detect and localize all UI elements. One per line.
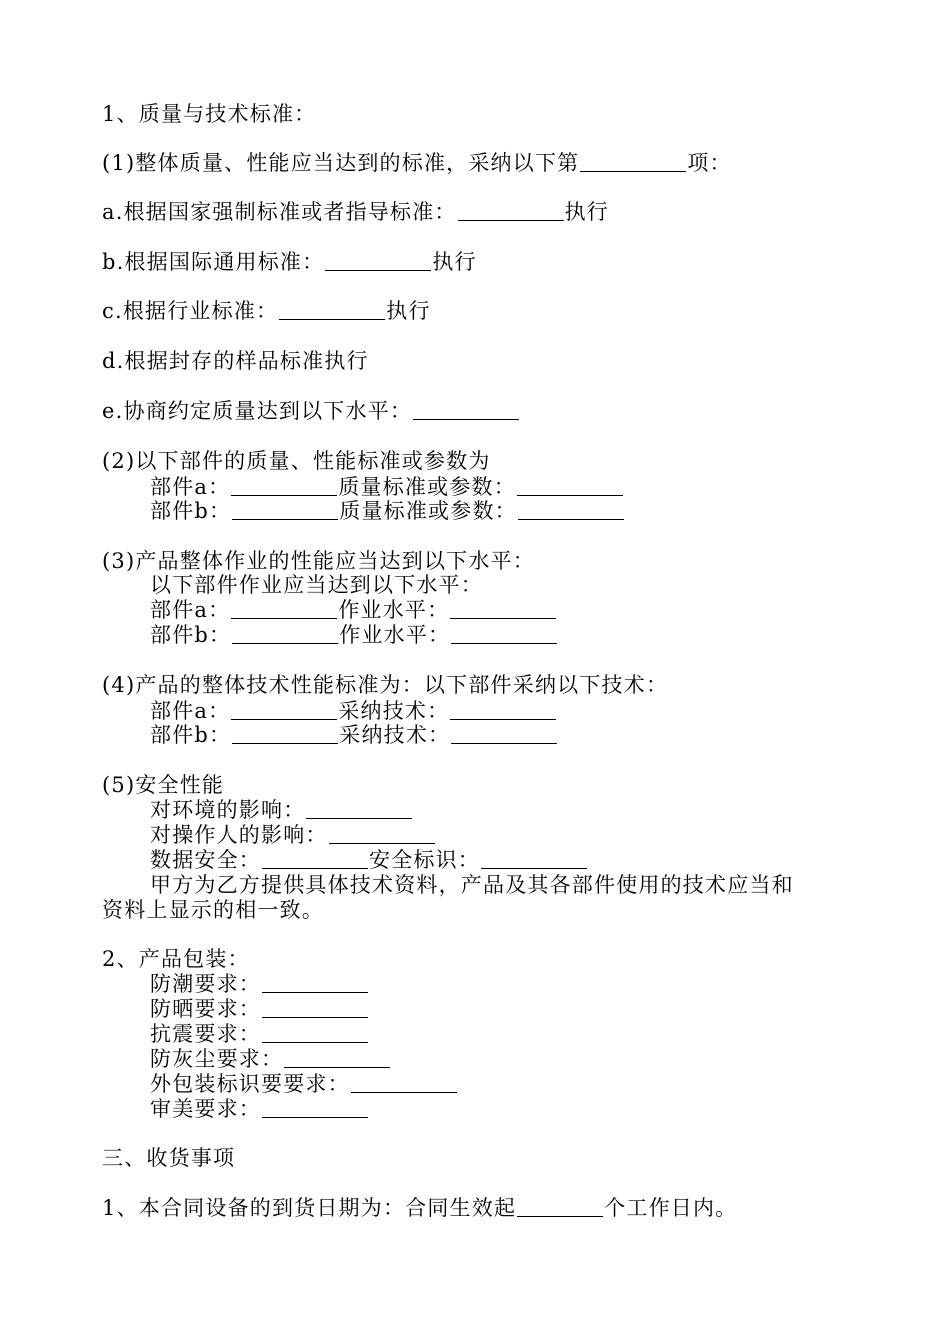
clause-2-heading: (2)以下部件的质量、性能标准或参数为 [102, 449, 491, 473]
packaging-item: 防潮要求： [150, 971, 369, 997]
clause-3-row: 部件a： 作业水平： [150, 597, 557, 623]
blank-field[interactable] [458, 202, 564, 221]
blank-field[interactable] [580, 153, 686, 172]
blank-field[interactable] [262, 1024, 368, 1043]
blank-field[interactable] [517, 1198, 603, 1217]
option-b: b.根据国际通用标准： 执行 [102, 250, 477, 274]
blank-field[interactable] [231, 477, 337, 496]
blank-field[interactable] [231, 600, 337, 619]
blank-field[interactable] [351, 1074, 457, 1093]
clause-4-row: 部件a： 采纳技术： [150, 698, 557, 724]
clause-4-heading: (4)产品的整体技术性能标准为：以下部件采纳以下技术： [102, 673, 669, 697]
blank-field[interactable] [517, 477, 623, 496]
blank-field[interactable] [481, 850, 587, 869]
option-e: e.协商约定质量达到以下水平： [102, 398, 520, 424]
packaging-item: 防晒要求： [150, 996, 369, 1022]
blank-field[interactable] [262, 850, 368, 869]
blank-field[interactable] [232, 625, 338, 644]
blank-field[interactable] [232, 725, 338, 744]
blank-field[interactable] [279, 301, 385, 320]
data-security: 数据安全： 安全标识： [150, 847, 588, 873]
blank-field[interactable] [232, 501, 338, 520]
packaging-item: 抗震要求： [150, 1021, 369, 1047]
blank-field[interactable] [306, 800, 412, 819]
blank-field[interactable] [231, 701, 337, 720]
blank-field[interactable] [451, 625, 557, 644]
blank-field[interactable] [329, 825, 435, 844]
section-2-title: 2、产品包装： [102, 947, 250, 971]
packaging-item: 防灰尘要求： [150, 1046, 391, 1072]
packaging-item: 外包装标识要要求： [150, 1071, 458, 1097]
clause-1: (1)整体质量、性能应当达到的标准，采纳以下第 项： [102, 151, 732, 175]
blank-field[interactable] [262, 974, 368, 993]
blank-field[interactable] [262, 1099, 368, 1118]
clause-3-sub: 以下部件作业应当达到以下水平： [150, 573, 483, 597]
clause-2-row: 部件a： 质量标准或参数： [150, 474, 624, 500]
clause-4-row: 部件b： 采纳技术： [150, 722, 558, 748]
blank-field[interactable] [413, 401, 519, 420]
tech-doc-paragraph-cont: 资料上显示的相一致。 [102, 898, 324, 922]
blank-field[interactable] [262, 999, 368, 1018]
blank-field[interactable] [325, 252, 431, 271]
clause-5-heading: (5)安全性能 [102, 773, 225, 797]
clause-2-row: 部件b： 质量标准或参数： [150, 498, 625, 524]
operator-impact: 对操作人的影响： [150, 822, 436, 848]
packaging-item: 审美要求： [150, 1096, 369, 1122]
blank-field[interactable] [450, 701, 556, 720]
option-a: a.根据国家强制标准或者指导标准： 执行 [102, 200, 610, 224]
blank-field[interactable] [451, 725, 557, 744]
clause-3-heading: (3)产品整体作业的性能应当达到以下水平： [102, 549, 535, 573]
tech-doc-paragraph: 甲方为乙方提供具体技术资料，产品及其各部件使用的技术应当和 [150, 873, 794, 897]
option-c: c.根据行业标准： 执行 [102, 299, 431, 323]
delivery-date-clause: 1、本合同设备的到货日期为：合同生效起 个工作日内。 [102, 1196, 738, 1220]
clause-3-row: 部件b： 作业水平： [150, 622, 558, 648]
blank-field[interactable] [284, 1049, 390, 1068]
env-impact: 对环境的影响： [150, 797, 413, 823]
option-d: d.根据封存的样品标准执行 [102, 349, 369, 373]
section-3-title: 三、收货事项 [102, 1146, 236, 1170]
section-1-title: 1、质量与技术标准： [102, 102, 317, 126]
blank-field[interactable] [450, 600, 556, 619]
blank-field[interactable] [518, 501, 624, 520]
